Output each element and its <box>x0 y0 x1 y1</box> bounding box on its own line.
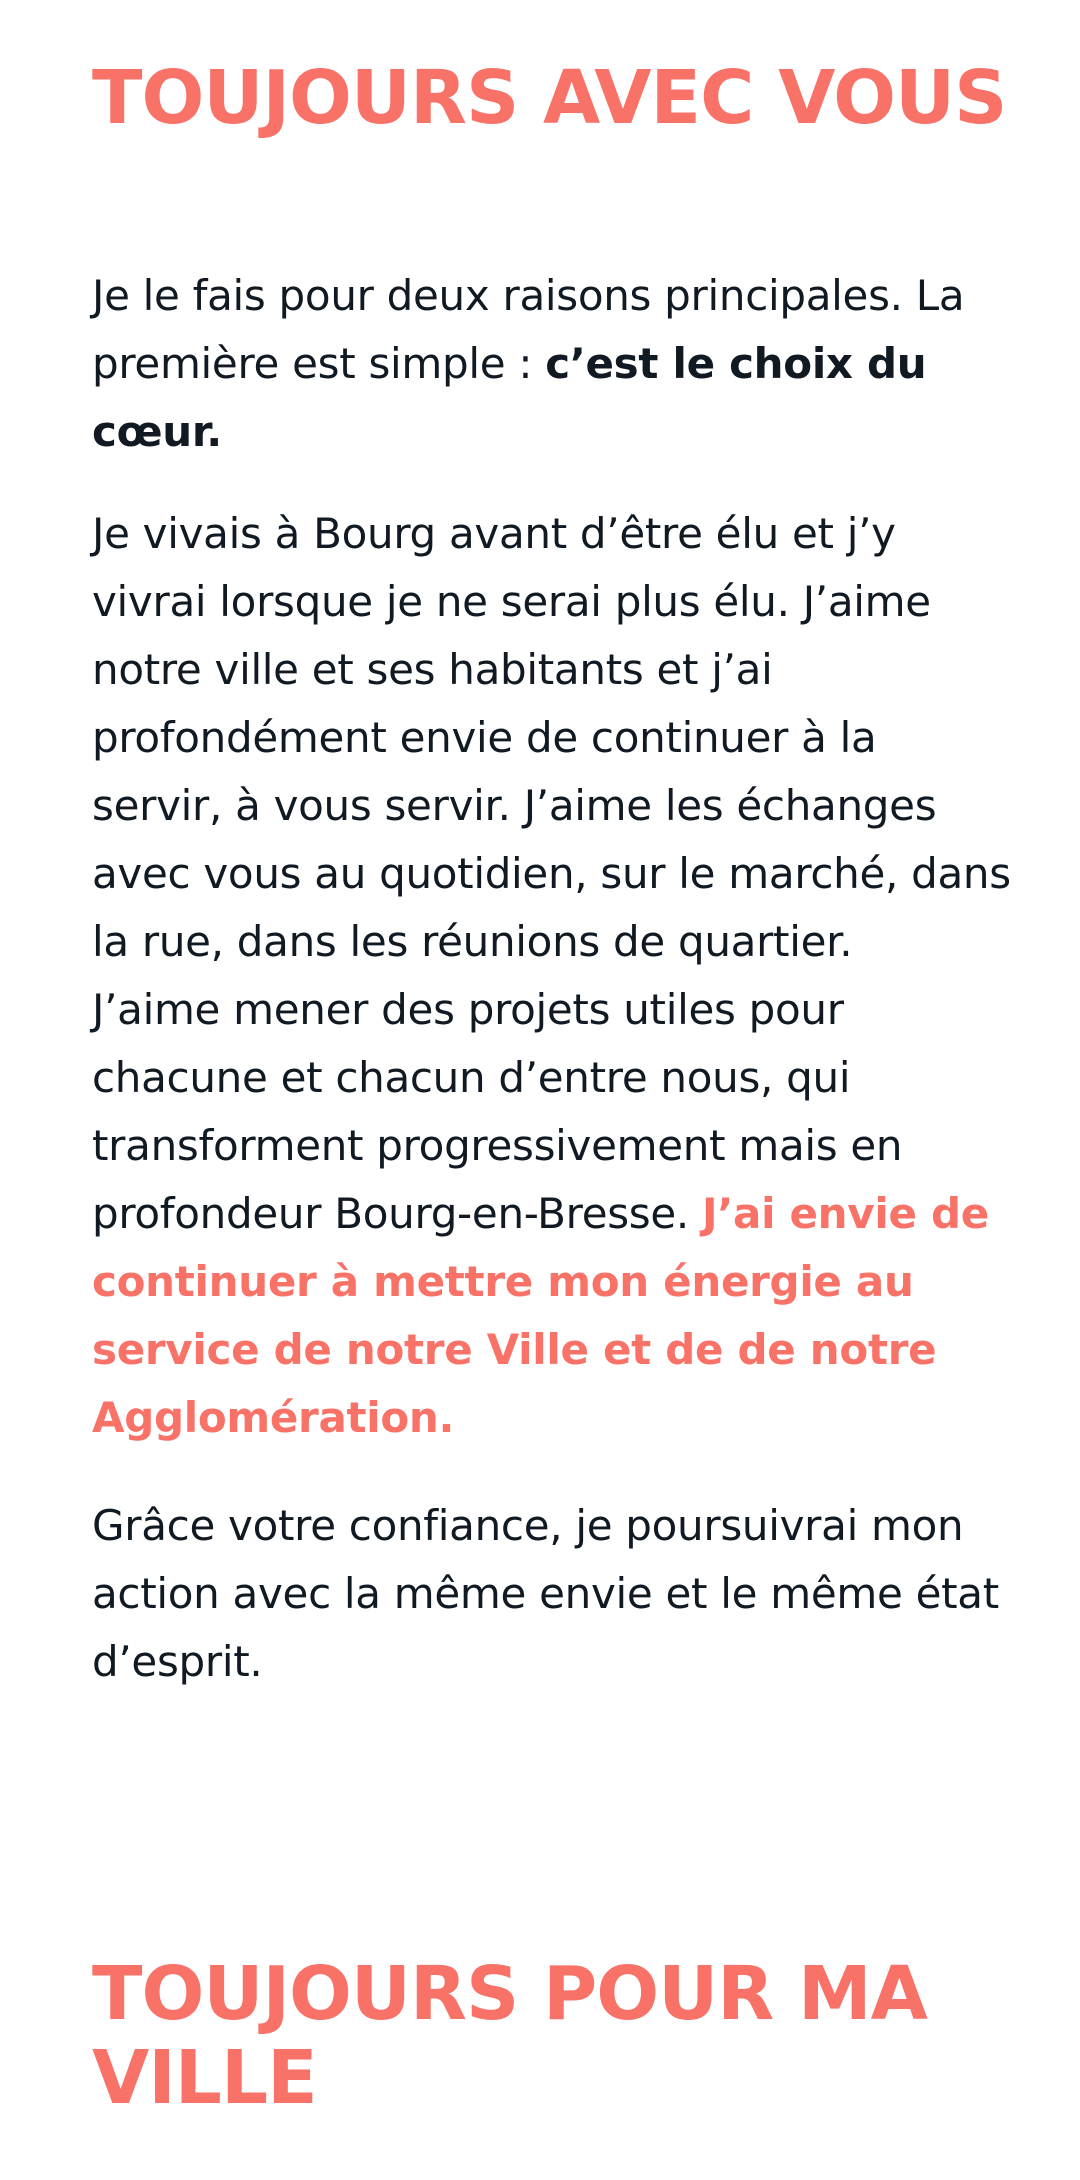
paragraph-intro-bold: c’est le choix du cœur. <box>92 339 927 456</box>
section-body <box>92 262 1017 1696</box>
section-heading-toujours-pour-ma-ville: TOUJOURS POUR MA VILLE <box>92 1951 927 2121</box>
section-heading-toujours-avec-vous: TOUJOURS AVEC VOUS <box>92 55 1007 141</box>
paragraph-main <box>92 500 1017 1452</box>
paragraph-main-highlight: J’ai envie de continuer à mettre mon énergie au service de notre Ville et de de notre Agglomération. <box>92 1189 989 1442</box>
paragraph-intro <box>92 262 1017 466</box>
paragraph-intro-text: Je le fais pour deux raisons principales. La première est simple : <box>92 271 965 388</box>
paragraph-closing: Grâce votre confiance, je poursuivrai mon action avec la même envie et le même état d’esprit. <box>92 1501 999 1686</box>
paragraph-main-text-a: Je vivais à Bourg avant d’être élu et j’y vivrai lorsque je ne serai plus élu. J’aime notre ville et ses habitants et j’ai profondément envie de continuer à la servir, à vous servir. J’aime les échanges avec vous au quotidien, sur le marché, dans la rue, dans les réunions de quartier. <box>92 509 1011 966</box>
paragraph-main-text-b: J’aime mener des projets utiles pour chacune et chacun d’entre nous, qui transforment progressivement mais en profondeur Bourg-en-Bresse. <box>92 985 903 1238</box>
